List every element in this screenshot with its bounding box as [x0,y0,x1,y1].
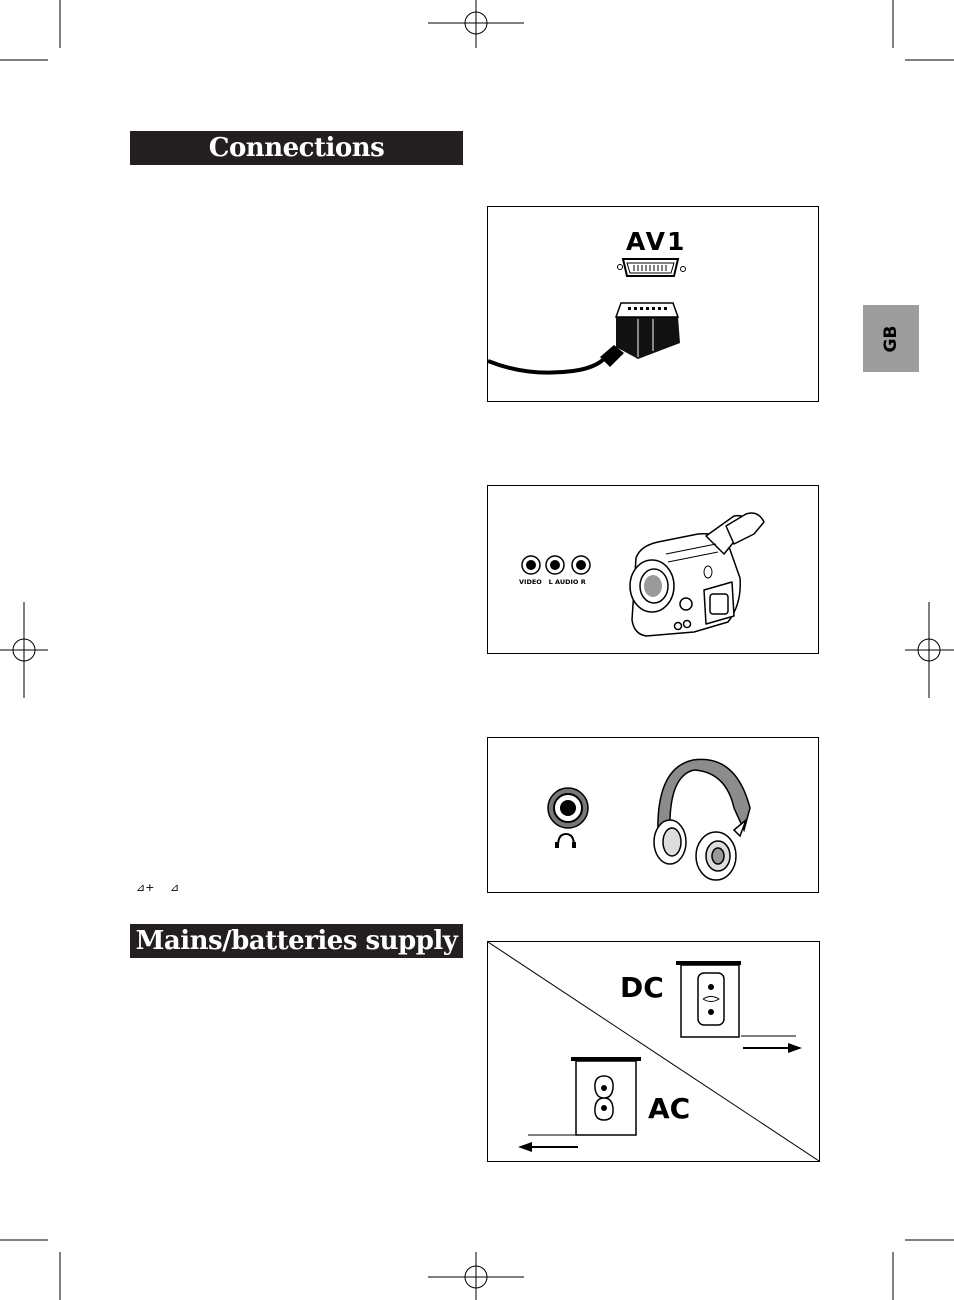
jack-labels: VIDEO L AUDIO R [519,578,586,586]
av1-label: AV1 [626,227,687,256]
ac-label: AC [648,1092,691,1125]
direction-symbol-left: ⊿+ [136,881,155,894]
av1-figure [487,206,819,402]
power-figure [487,941,820,1162]
headphones-figure [487,737,819,893]
scart-plug-icon [488,207,818,401]
direction-symbol-right: ⊿ [170,881,180,894]
connections-heading: Connections [130,131,463,165]
camcorder-figure [487,485,819,654]
dc-label: DC [620,971,664,1004]
language-tab-label: GB [881,325,901,352]
language-tab [863,305,919,372]
headphones-icon [488,738,818,892]
camcorder-icon [488,486,818,653]
mains-heading: Mains/batteries supply [130,924,463,958]
